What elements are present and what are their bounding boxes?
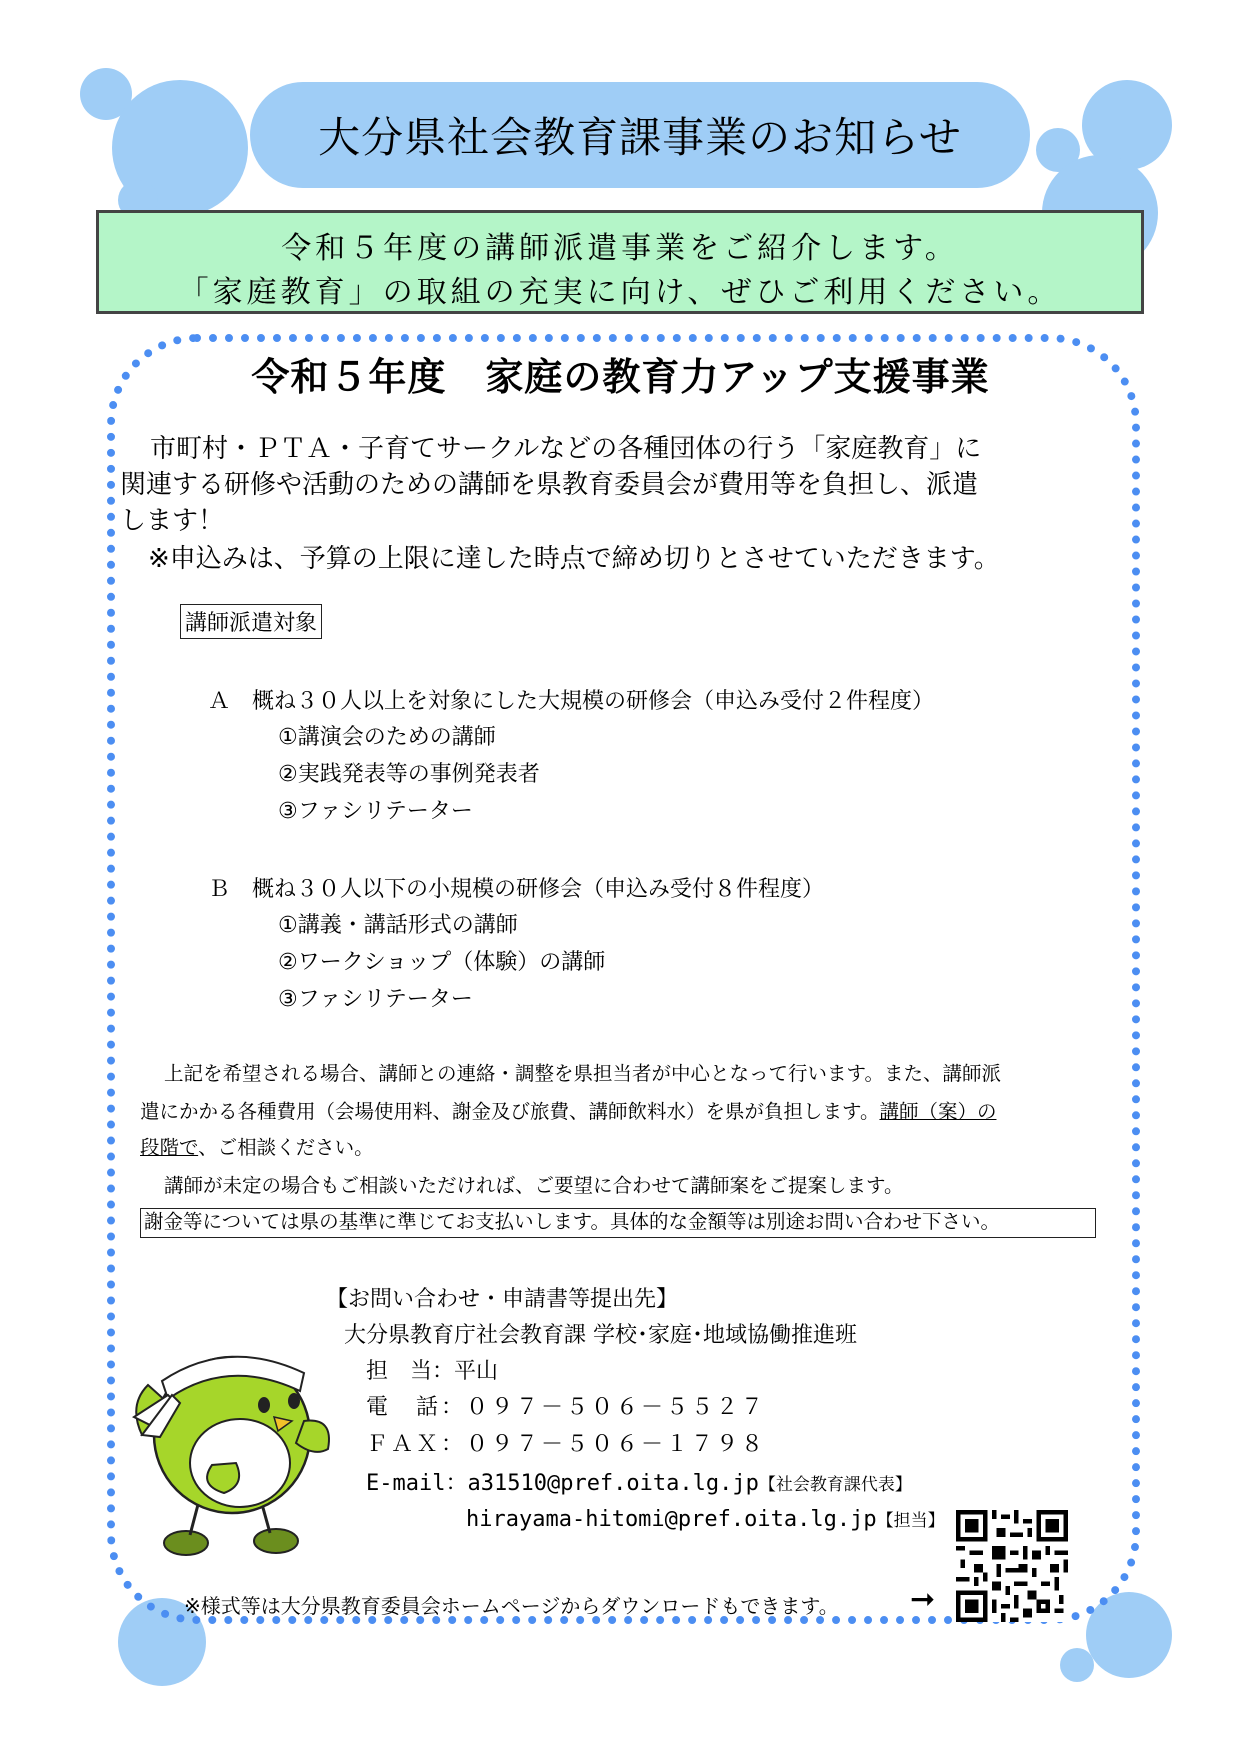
note-underlined: 段階で	[140, 1136, 199, 1159]
contact-email	[366, 1466, 912, 1497]
note-text: 遣にかかる各種費用（会場使用料、謝金及び旅費、講師飲料水）を県が負担します。	[140, 1100, 880, 1123]
paragraph-line: ※申込みは、予算の上限に達した時点で締め切りとさせていただきます。	[148, 544, 1000, 574]
list-item: ②実践発表等の事例発表者	[278, 762, 540, 787]
fax-value: ０９７－５０６－１７９８	[466, 1432, 767, 1457]
email-link[interactable]: hirayama-hitomi@pref.oita.lg.jp	[466, 1507, 877, 1532]
note-line	[140, 1096, 996, 1124]
paragraph-line: します！	[120, 506, 225, 536]
list-item: ②ワークショップ（体験）の講師	[278, 950, 606, 975]
contact-fax	[366, 1427, 766, 1458]
email-link[interactable]: a31510@pref.oita.lg.jp	[467, 1471, 759, 1496]
arrow-right-icon: ➞	[910, 1582, 936, 1617]
fax-label: ＦＡＸ：	[366, 1432, 467, 1457]
contact-heading: 【お問い合わせ・申請書等提出先】	[326, 1287, 679, 1312]
contact-department: 大分県教育庁社会教育課 学校･家庭･地域協働推進班	[344, 1323, 857, 1348]
section-title: 令和５年度 家庭の教育力アップ支援事業	[251, 355, 990, 399]
person-label: 担 当：	[366, 1359, 455, 1384]
note-line: 講師が未定の場合もご相談いただければ、ご要望に合わせて講師案をご提案します。	[164, 1174, 904, 1197]
note-underlined: 講師（案）の	[879, 1100, 997, 1123]
email-tag: 【社会教育課代表】	[758, 1475, 912, 1495]
page-title: 大分県社会教育課事業のお知らせ	[318, 113, 962, 162]
list-item: ③ファシリテーター	[278, 799, 473, 824]
note-text: 、ご相談ください。	[198, 1136, 374, 1159]
intro-line-2: 「家庭教育」の取組の充実に向け、ぜひご利用ください。	[178, 275, 1062, 310]
list-item: ③ファシリテーター	[278, 987, 473, 1012]
paragraph-line: 市町村・ＰＴＡ・子育てサークルなどの各種団体の行う「家庭教育」に	[150, 434, 982, 464]
contact-person	[366, 1354, 498, 1385]
phone-value: ０９７－５０６－５５２７	[466, 1395, 767, 1420]
list-item: ①講義・講話形式の講師	[278, 913, 518, 938]
note-line: 上記を希望される場合、講師との連絡・調整を県担当者が中心となって行います。また、講師派	[164, 1062, 1001, 1085]
note-line	[140, 1132, 374, 1160]
phone-label: 電 話：	[366, 1395, 467, 1420]
list-item: ①講演会のための講師	[278, 725, 496, 750]
boxed-note: 謝金等については県の基準に準じてお支払いします。具体的な金額等は別途お問い合わせ下さい。	[140, 1208, 1096, 1238]
paragraph-line: 関連する研修や活動のための講師を県教育委員会が費用等を負担し、派遣	[120, 470, 979, 500]
contact-phone	[366, 1390, 766, 1421]
intro-line-1: 令和５年度の講師派遣事業をご紹介します。	[281, 231, 959, 266]
category-b-heading: Ｂ 概ね３０人以下の小規模の研修会（申込み受付８件程度）	[208, 877, 825, 902]
email-label: E-mail：	[366, 1471, 468, 1496]
intro-box	[96, 210, 1144, 314]
category-a-heading: Ａ 概ね３０人以上を対象にした大規模の研修会（申込み受付２件程度）	[208, 689, 935, 714]
footer-note: ※様式等は大分県教育委員会ホームページからダウンロードもできます。	[184, 1594, 839, 1618]
email-tag: 【担当】	[876, 1511, 945, 1531]
target-label: 講師派遣対象	[180, 604, 322, 639]
qr-code[interactable]	[956, 1510, 1068, 1622]
bubble-decoration	[1060, 1648, 1094, 1682]
mascot-illustration	[128, 1325, 338, 1560]
person-value: 平山	[454, 1359, 499, 1384]
header-banner	[250, 82, 1030, 188]
contact-email-2	[466, 1506, 945, 1532]
